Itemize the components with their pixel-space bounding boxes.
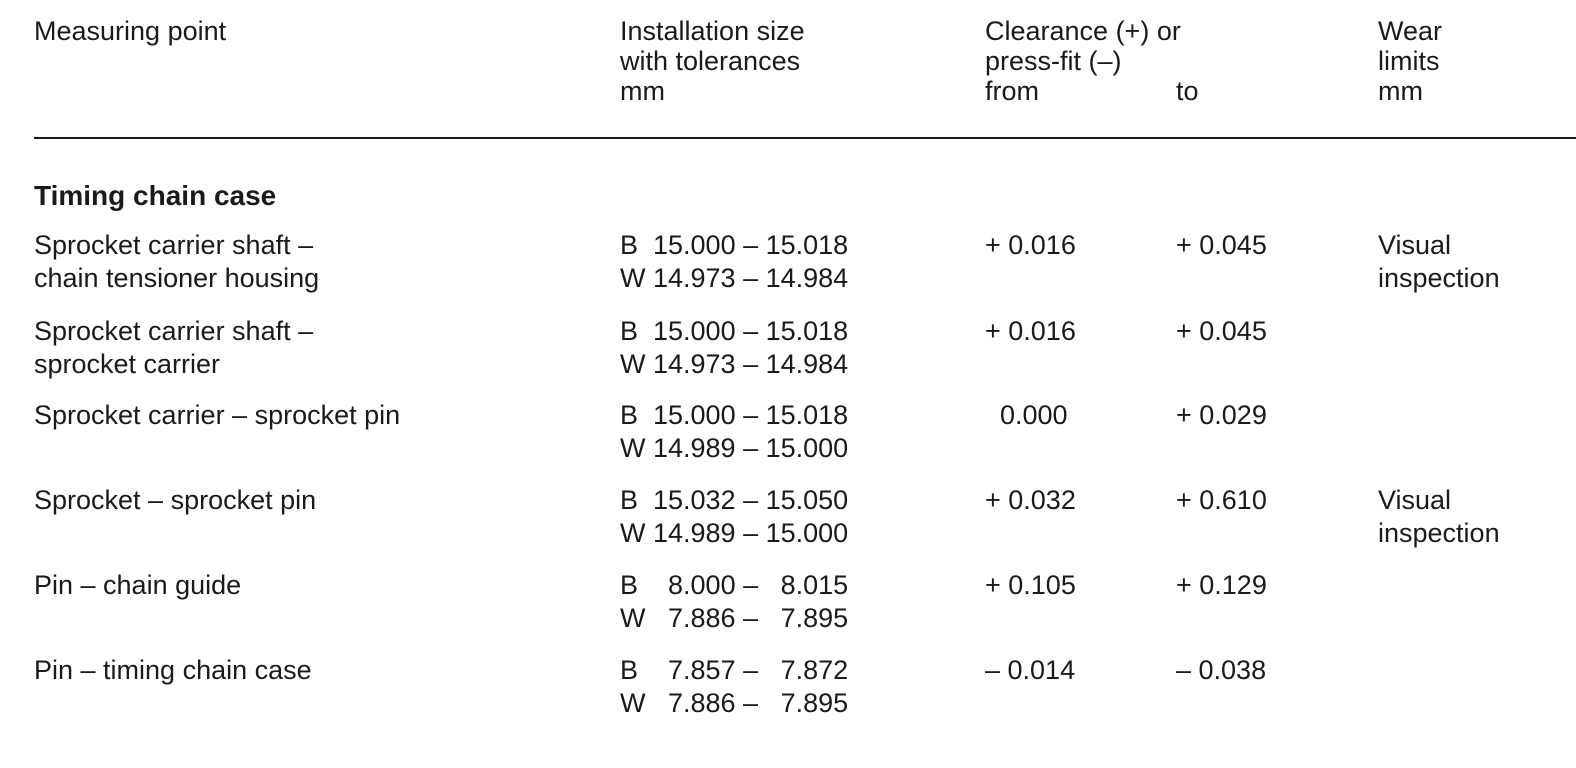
measuring-point-cell: Pin – chain guide <box>34 570 242 600</box>
clearance-to-cell: + 0.129 <box>1176 570 1267 600</box>
table-row <box>0 569 1576 641</box>
header-measuring-point: Measuring point <box>34 16 227 46</box>
clearance-from-cell: + 0.016 <box>985 230 1076 260</box>
section-title: Timing chain case <box>34 180 277 211</box>
header-wear-limits: Wear limits mm <box>1378 16 1443 106</box>
table-row <box>0 399 1576 471</box>
clearance-from-cell: + 0.032 <box>985 485 1076 515</box>
installation-size-cell: B 15.000 – 15.018 W 14.973 – 14.984 <box>620 230 849 293</box>
table-row <box>0 484 1576 556</box>
installation-size-cell: B 15.000 – 15.018 W 14.973 – 14.984 <box>620 316 849 379</box>
clearance-to-cell: + 0.045 <box>1176 316 1267 346</box>
installation-size-cell: B 7.857 – 7.872 W 7.886 – 7.895 <box>620 655 849 718</box>
measuring-point-cell: Sprocket carrier shaft – chain tensioner housing <box>34 230 320 293</box>
clearance-from-cell: + 0.105 <box>985 570 1076 600</box>
table-row <box>0 315 1576 387</box>
measuring-point-cell: Pin – timing chain case <box>34 655 312 685</box>
header-clearance: Clearance (+) or press-fit (–) <box>985 16 1181 76</box>
clearance-to-cell: + 0.045 <box>1176 230 1267 260</box>
header-installation-size: Installation size with tolerances mm <box>620 16 805 106</box>
clearance-to-cell: + 0.610 <box>1176 485 1267 515</box>
clearance-to-cell: + 0.029 <box>1176 400 1267 430</box>
header-divider <box>34 137 1576 139</box>
header-to: to <box>1176 76 1199 106</box>
measuring-point-cell: Sprocket – sprocket pin <box>34 485 317 515</box>
installation-size-cell: B 8.000 – 8.015 W 7.886 – 7.895 <box>620 570 849 633</box>
table-row <box>0 229 1576 301</box>
measuring-point-cell: Sprocket carrier shaft – sprocket carrier <box>34 316 314 379</box>
header-from: from <box>985 76 1039 106</box>
wear-limit-cell: Visual inspection <box>1378 485 1500 548</box>
table-header <box>0 16 1576 128</box>
clearance-from-cell: + 0.016 <box>985 316 1076 346</box>
clearance-from-cell: 0.000 <box>985 400 1068 430</box>
clearance-to-cell: – 0.038 <box>1176 655 1267 685</box>
installation-size-cell: B 15.032 – 15.050 W 14.989 – 15.000 <box>620 485 849 548</box>
clearance-from-cell: – 0.014 <box>985 655 1076 685</box>
wear-limit-cell: Visual inspection <box>1378 230 1500 293</box>
installation-size-cell: B 15.000 – 15.018 W 14.989 – 15.000 <box>620 400 849 463</box>
table-row <box>0 654 1576 726</box>
measuring-point-cell: Sprocket carrier – sprocket pin <box>34 400 401 430</box>
